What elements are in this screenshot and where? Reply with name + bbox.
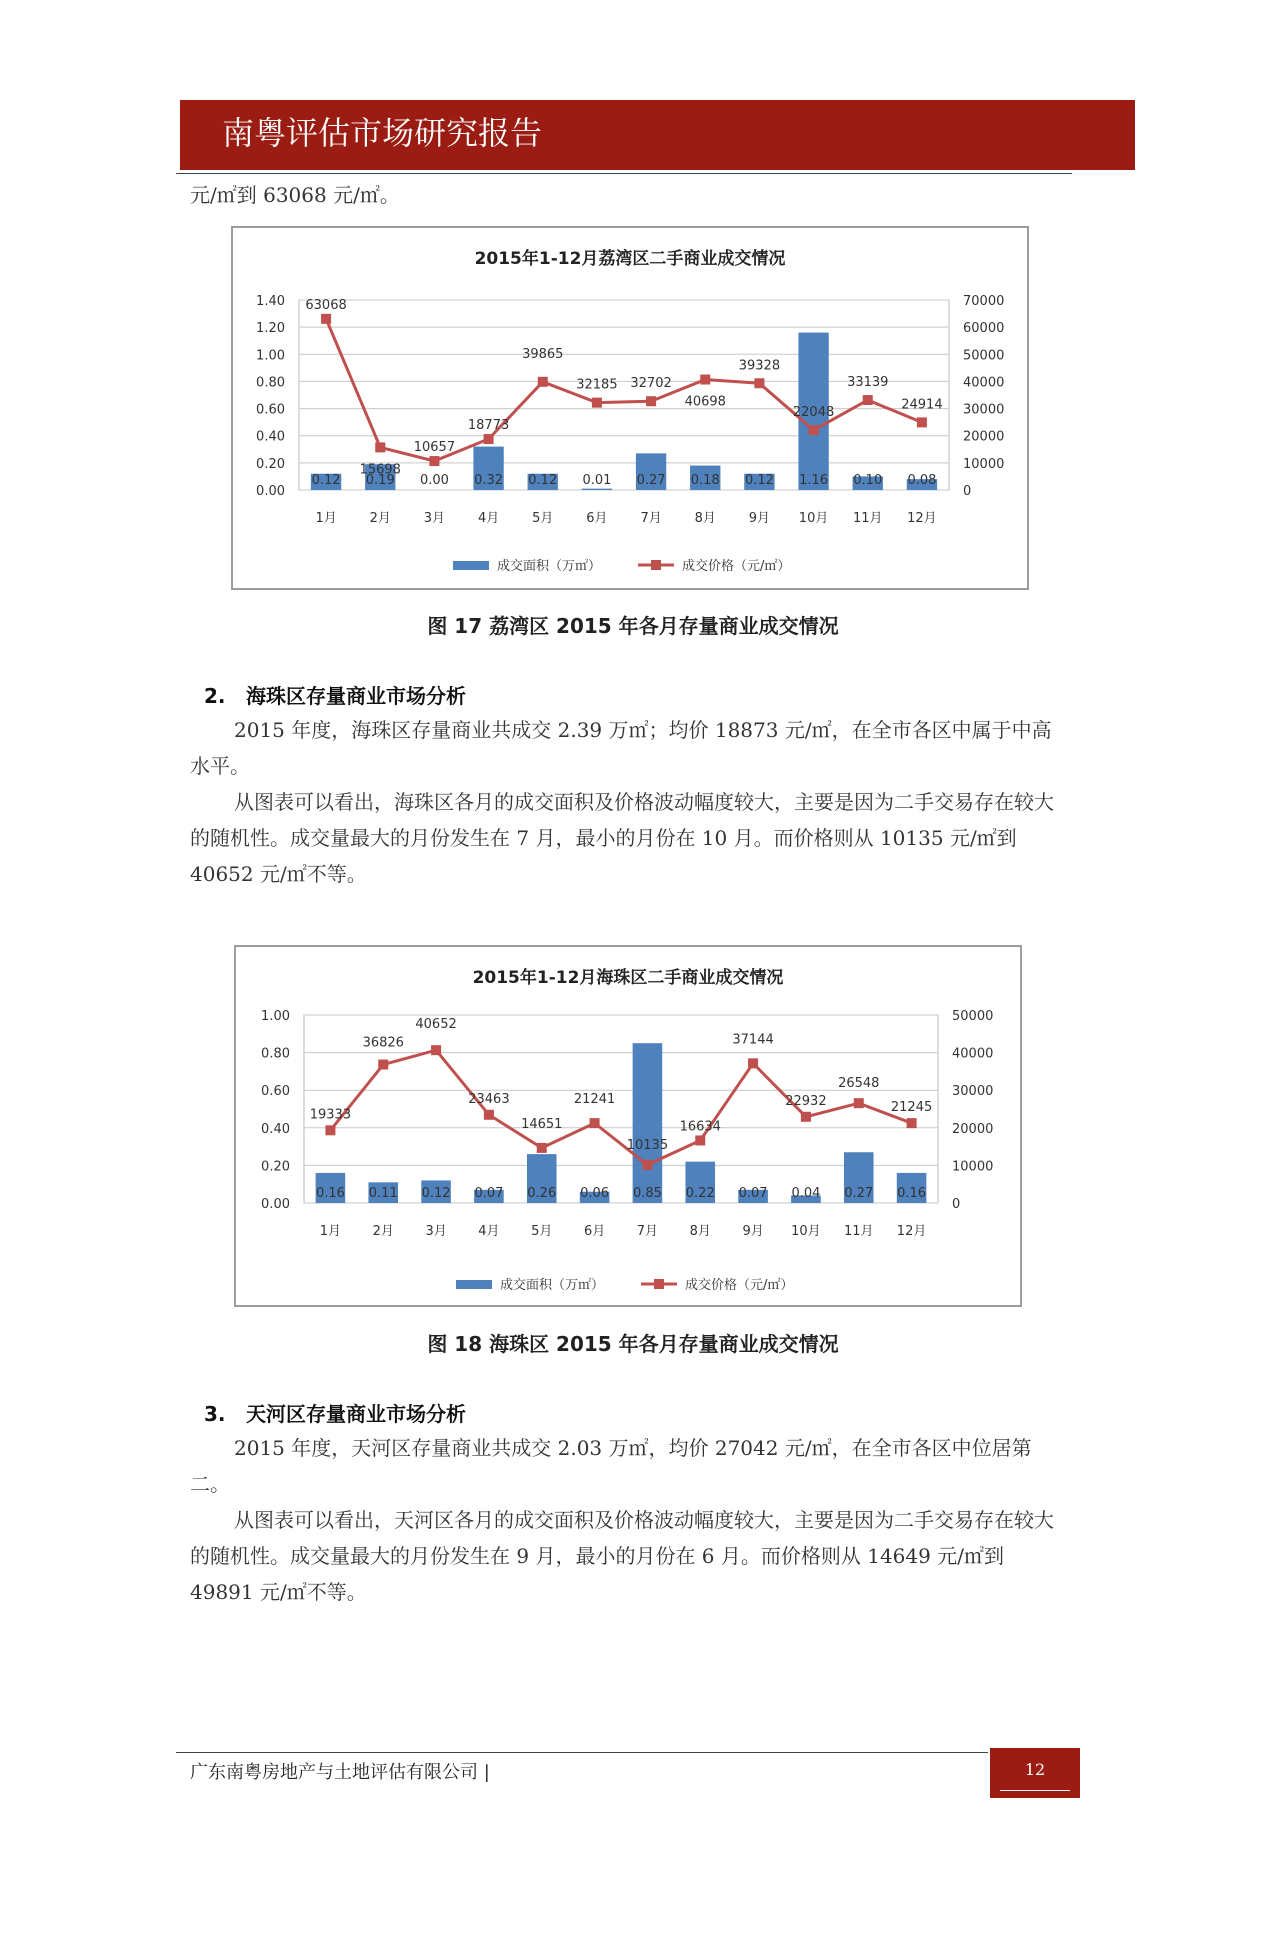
- chart-title: 2015年1-12月海珠区二手商业成交情况: [472, 968, 784, 988]
- bar-data-label: 0.32: [474, 473, 504, 488]
- bar-area: [582, 489, 612, 490]
- bar-data-label: 0.27: [844, 1186, 874, 1201]
- footer-rule: [176, 1752, 988, 1753]
- chart-haizhu-frame: [234, 945, 1022, 1307]
- price-marker: [700, 375, 710, 385]
- right-tick-label: 50000: [952, 1009, 994, 1024]
- chart-liwan: [233, 228, 1027, 588]
- price-data-label: 22048: [792, 405, 835, 421]
- right-tick-label: 10000: [963, 456, 1005, 472]
- x-tick-label: 2月: [369, 511, 391, 526]
- price-data-label: 10657: [413, 440, 456, 456]
- legend-swatch-area: [456, 1280, 492, 1289]
- price-data-label: 19333: [309, 1107, 352, 1123]
- price-marker: [484, 434, 494, 444]
- price-data-label: 26548: [838, 1076, 880, 1092]
- left-tick-label: 0.00: [261, 1197, 290, 1212]
- price-marker: [321, 314, 331, 324]
- x-tick-label: 11月: [843, 1224, 874, 1239]
- x-tick-label: 7月: [640, 511, 662, 526]
- price-marker: [809, 425, 819, 435]
- legend-swatch-marker: [654, 1279, 664, 1289]
- price-marker: [748, 1058, 758, 1068]
- report-title: 南粤评估市场研究报告: [222, 114, 543, 152]
- x-tick-label: 7月: [636, 1224, 659, 1239]
- price-data-label: 37144: [732, 1032, 774, 1048]
- bar-area: [633, 1043, 663, 1203]
- x-tick-label: 10月: [798, 511, 829, 526]
- x-tick-label: 3月: [425, 1224, 447, 1239]
- bar-data-label: 0.07: [738, 1186, 768, 1201]
- left-tick-label: 0.60: [261, 1084, 290, 1100]
- left-tick-label: 0.40: [261, 1121, 290, 1137]
- price-marker: [592, 398, 602, 408]
- left-tick-label: 0.20: [261, 1159, 290, 1175]
- price-data-label: 21245: [890, 1100, 933, 1116]
- price-marker: [431, 1045, 441, 1055]
- section-2-heading: [204, 680, 466, 709]
- section-3-title: 天河区存量商业市场分析: [246, 1402, 466, 1426]
- price-marker: [863, 395, 873, 405]
- price-data-label: 10135: [626, 1137, 669, 1153]
- left-tick-label: 1.20: [256, 321, 285, 337]
- x-tick-label: 1月: [315, 511, 337, 526]
- price-data-label: 33139: [847, 375, 889, 391]
- x-tick-label: 10月: [791, 1224, 821, 1239]
- price-marker: [642, 1160, 652, 1170]
- price-data-label: 24914: [901, 397, 943, 413]
- x-tick-label: 8月: [694, 511, 716, 526]
- price-marker: [854, 1098, 864, 1108]
- x-tick-label: 4月: [478, 1224, 500, 1239]
- price-marker: [325, 1125, 335, 1135]
- section-2-paragraph-2: 从图表可以看出，海珠区各月的成交面积及价格波动幅度较大，主要是因为二手交易存在较大的随机性。成交量最大的月份发生在 7 月，最小的月份在 10 月。而价格则从 10135 元/㎡到 40652 元/㎡不等。: [190, 790, 1054, 886]
- x-tick-label: 4月: [477, 511, 500, 526]
- price-data-label: 40698: [684, 394, 726, 410]
- price-marker: [538, 377, 548, 387]
- x-tick-label: 3月: [423, 511, 446, 526]
- left-tick-label: 0.80: [256, 375, 285, 391]
- left-tick-label: 0.00: [256, 484, 285, 499]
- price-marker: [801, 1112, 811, 1122]
- section-3-heading: [204, 1398, 466, 1427]
- chart-liwan-frame: [231, 226, 1029, 590]
- price-data-label: 22932: [785, 1093, 827, 1109]
- legend-label-price: 成交价格（元/㎡）: [685, 1278, 794, 1293]
- x-tick-label: 11月: [852, 511, 883, 526]
- chart-haizhu: [236, 947, 1020, 1305]
- section-2-number: 2.: [204, 684, 226, 708]
- price-data-label: 40652: [415, 1017, 457, 1033]
- bar-data-label: 0.04: [791, 1186, 821, 1201]
- legend-swatch-area: [453, 561, 489, 570]
- right-tick-label: 20000: [952, 1121, 994, 1137]
- footer-company: 广东南粤房地产与土地评估有限公司 |: [190, 1762, 490, 1783]
- x-tick-label: 6月: [583, 1224, 606, 1239]
- left-tick-label: 1.00: [256, 348, 285, 364]
- x-tick-label: 5月: [531, 1224, 553, 1239]
- price-data-label: 23463: [468, 1091, 510, 1107]
- page-number-underline: [1000, 1790, 1070, 1791]
- price-data-label: 39328: [738, 358, 781, 374]
- section-2-title: 海珠区存量商业市场分析: [246, 684, 466, 708]
- price-data-label: 18773: [467, 418, 510, 434]
- price-marker: [429, 456, 439, 466]
- bar-data-label: 0.16: [315, 1186, 345, 1201]
- right-tick-label: 20000: [963, 429, 1005, 445]
- price-marker: [695, 1135, 705, 1145]
- price-data-label: 21241: [573, 1092, 616, 1108]
- bar-data-label: 0.08: [907, 473, 937, 488]
- right-tick-label: 40000: [963, 375, 1005, 391]
- legend-label-area: 成交面积（万㎡）: [497, 559, 602, 574]
- bar-data-label: 0.22: [685, 1186, 715, 1201]
- carryover-line: [190, 177, 1070, 213]
- right-tick-label: 30000: [963, 402, 1005, 418]
- section-2-paragraph-1: 2015 年度，海珠区存量商业共成交 2.39 万㎡；均价 18873 元/㎡，在全市各区中属于中高水平。: [190, 718, 1052, 778]
- bar-data-label: 0.12: [311, 473, 341, 488]
- left-tick-label: 0.80: [261, 1046, 290, 1062]
- x-tick-label: 2月: [372, 1224, 394, 1239]
- x-tick-label: 1月: [319, 1224, 342, 1239]
- price-marker: [646, 396, 656, 406]
- section-3-body: [190, 1430, 1070, 1610]
- price-marker: [590, 1118, 600, 1128]
- price-marker: [375, 442, 385, 452]
- price-marker: [754, 378, 764, 388]
- bar-data-label: 0.27: [636, 473, 666, 488]
- right-tick-label: 50000: [963, 348, 1005, 364]
- bar-data-label: 0.85: [632, 1186, 662, 1201]
- bar-data-label: 1.16: [799, 473, 829, 488]
- page-number: 12: [1024, 1760, 1046, 1779]
- legend-label-area: 成交面积（万㎡）: [500, 1278, 605, 1293]
- x-tick-label: 6月: [586, 511, 608, 526]
- right-tick-label: 60000: [963, 321, 1005, 337]
- price-data-label: 36826: [362, 1035, 404, 1051]
- bar-data-label: 0.07: [474, 1186, 504, 1201]
- figure-18-caption: 图 18 海珠区 2015 年各月存量商业成交情况: [427, 1332, 839, 1356]
- price-data-label: 16634: [679, 1119, 721, 1135]
- legend-swatch-marker: [651, 560, 661, 570]
- chart-title: 2015年1-12月荔湾区二手商业成交情况: [474, 249, 786, 269]
- left-tick-label: 0.40: [256, 429, 285, 445]
- bar-data-label: 0.16: [897, 1186, 927, 1201]
- bar-data-label: 0.12: [528, 473, 558, 488]
- bar-data-label: 0.19: [365, 473, 395, 488]
- section-3-number: 3.: [204, 1402, 226, 1426]
- x-tick-label: 9月: [742, 1224, 764, 1239]
- left-tick-label: 1.40: [256, 294, 285, 309]
- right-tick-label: 30000: [952, 1084, 994, 1100]
- price-marker: [917, 417, 927, 427]
- bar-data-label: 0.01: [582, 473, 612, 488]
- carryover-text: 元/㎡到 63068 元/㎡。: [190, 183, 400, 207]
- right-tick-label: 0: [963, 484, 972, 499]
- bar-data-label: 0.11: [368, 1186, 398, 1201]
- section-2-body: [190, 712, 1070, 892]
- bar-data-label: 0.06: [580, 1186, 610, 1201]
- bar-data-label: 0.12: [421, 1186, 451, 1201]
- price-marker: [537, 1143, 547, 1153]
- price-data-label: 32185: [576, 377, 618, 393]
- price-data-label: 32702: [630, 376, 672, 392]
- right-tick-label: 0: [952, 1197, 961, 1212]
- x-tick-label: 12月: [907, 511, 937, 526]
- bar-data-label: 0.18: [690, 473, 720, 488]
- right-tick-label: 40000: [952, 1046, 994, 1062]
- price-marker: [378, 1060, 388, 1070]
- header-rule: [176, 173, 1072, 174]
- x-tick-label: 8月: [689, 1224, 711, 1239]
- left-tick-label: 1.00: [261, 1009, 290, 1024]
- bar-data-label: 0.12: [744, 473, 774, 488]
- price-marker: [484, 1110, 494, 1120]
- right-tick-label: 70000: [963, 294, 1005, 309]
- price-marker: [907, 1118, 917, 1128]
- left-tick-label: 0.20: [256, 456, 285, 472]
- bar-data-label: 0.10: [853, 473, 883, 488]
- price-data-label: 39865: [522, 346, 564, 362]
- section-3-paragraph-2: 从图表可以看出，天河区各月的成交面积及价格波动幅度较大，主要是因为二手交易存在较大的随机性。成交量最大的月份发生在 9 月，最小的月份在 6 月。而价格则从 14649 元/㎡到 49891 元/㎡不等。: [190, 1508, 1054, 1604]
- x-tick-label: 12月: [896, 1224, 927, 1239]
- right-tick-label: 10000: [952, 1159, 994, 1175]
- section-3-paragraph-1: 2015 年度，天河区存量商业共成交 2.03 万㎡，均价 27042 元/㎡，在全市各区中位居第二。: [190, 1436, 1032, 1496]
- figure-17-caption: 图 17 荔湾区 2015 年各月存量商业成交情况: [427, 614, 839, 638]
- price-data-label: 63068: [305, 297, 347, 313]
- left-tick-label: 0.60: [256, 402, 285, 418]
- x-tick-label: 5月: [532, 511, 554, 526]
- price-data-label: 15698: [359, 462, 401, 478]
- price-data-label: 14651: [521, 1116, 563, 1132]
- x-tick-label: 9月: [748, 511, 771, 526]
- legend-label-price: 成交价格（元/㎡）: [682, 559, 791, 574]
- bar-data-label: 0.26: [527, 1186, 557, 1201]
- bar-data-label: 0.00: [419, 473, 449, 488]
